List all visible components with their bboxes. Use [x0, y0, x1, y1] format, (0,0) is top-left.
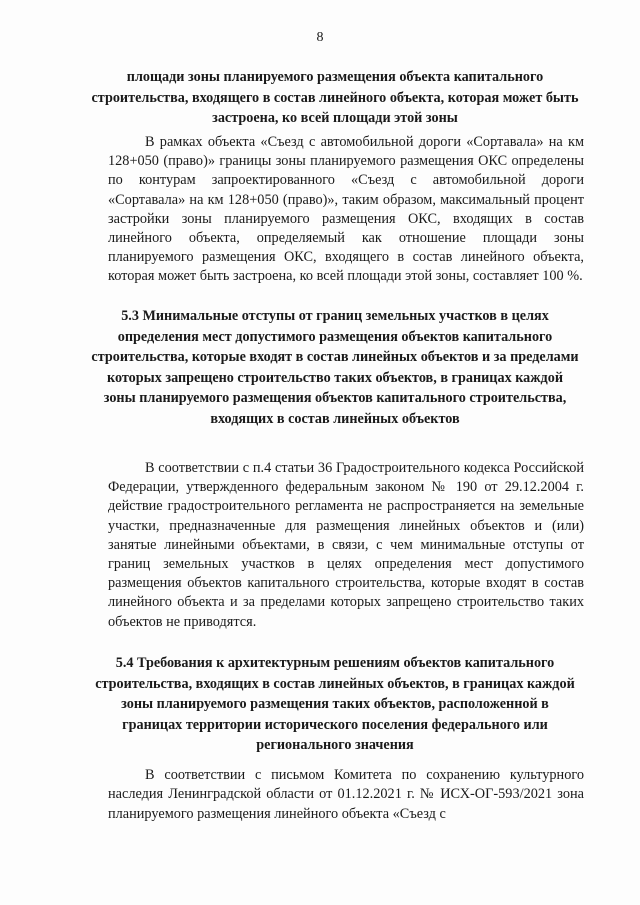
- section-heading-5-4: [90, 653, 580, 756]
- section-heading-5-2-continued: [90, 67, 580, 129]
- section-heading-text: Требования к архитектурным решениям объектов капитального строительства, входящих в состав линейных объектов, в границах каждой зоны планируемого размещения таких объектов, расположенной в границах территории исторического поселения федерального или регионального значения: [95, 655, 575, 753]
- section-paragraph-5-4: В соответствии с письмом Комитета по сохранению культурного наследия Ленинградской области от 01.12.2021 г. № ИСХ-ОГ-593/2021 зона планируемого размещения линейного объекта «Съезд с: [108, 767, 584, 822]
- section-heading-text: площади зоны планируемого размещения объекта капитального строительства, входящего в состав линейного объекта, которая может быть застроена, ко всей площади этой зоны: [91, 69, 579, 126]
- section-paragraph-5-3: В соответствии с п.4 статьи 36 Градостроительного кодекса Российской Федерации, утвержденного федеральным законом № 190 от 29.12.2004 г. действие градостроительного регламента не распространяется на земельные участки, предназначенные для размещения линейных объектов и (или) занятые линейными объектами, в связи, с чем минимальные отступы от границ земельных участков в целях определения мест допустимого размещения объектов капитального строительства, которые входят в состав линейного объекта и за пределами которых запрещено строительство таких объектов не приводятся.: [108, 460, 584, 630]
- section-paragraph-5-2: В рамках объекта «Съезд с автомобильной дороги «Сортавала» на км 128+050 (право)» границы зоны планируемого размещения ОКС определены по контурам запроектированного «Съезд с автомобильной дороги «Сортавала» на км 128+050 (право)», таким образом, максимальный процент застройки зоны планируемого размещения ОКС, входящих в состав линейного объекта, определяемый как отношение площади зоны планируемого размещения ОКС, входящего в состав линейного объекта, которая может быть застроена, ко всей площади этой зоны, составляет 100 %.: [108, 134, 584, 285]
- section-number: 5.4: [115, 655, 134, 671]
- section-heading-5-3: [90, 306, 580, 429]
- section-number: 5.3: [121, 308, 139, 324]
- section-heading-text: Минимальные отступы от границ земельных участков в целях определения мест допустимого размещения объектов капитального строительства, которые входят в состав линейных объектов и за пределами которых запрещено строительство таких объектов, в границах каждой зоны планируемого размещения объектов капитального строительства, входящих в состав линейных объектов: [91, 308, 579, 427]
- page-number: 8: [316, 30, 324, 45]
